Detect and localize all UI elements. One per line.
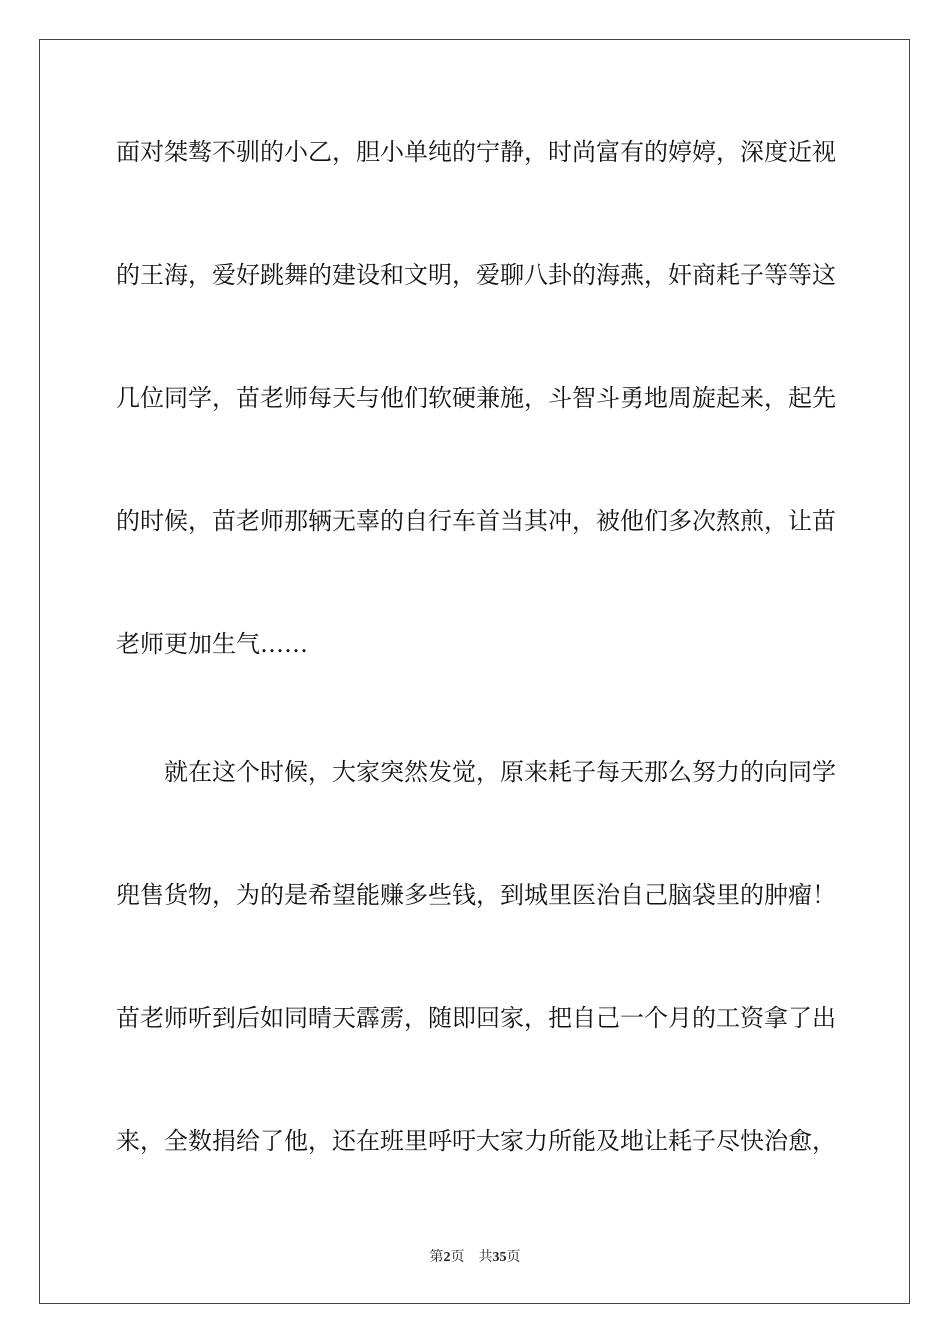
- footer-page-prefix: 第: [429, 1249, 444, 1265]
- text-line-2: 的王海，爱好跳舞的建设和文明，爱聊八卦的海燕，奸商耗子等等这: [116, 261, 836, 289]
- text-line-1: 面对桀骜不驯的小乙，胆小单纯的宁静，时尚富有的婷婷，深度近视: [116, 138, 836, 166]
- footer-total-pages: 35: [492, 1250, 507, 1265]
- text-line-8: 苗老师听到后如同晴天霹雳，随即回家，把自己一个月的工资拿了出: [116, 1004, 836, 1032]
- page-footer: [0, 1248, 950, 1267]
- text-line-9: 来，全数捐给了他，还在班里呼吁大家力所能及地让耗子尽快治愈，: [116, 1127, 836, 1155]
- footer-page-suffix: 页: [450, 1249, 465, 1265]
- footer-page-number: 2: [443, 1250, 451, 1265]
- footer-total-suffix: 页: [506, 1249, 521, 1265]
- text-line-3: 几位同学，苗老师每天与他们软硬兼施，斗智斗勇地周旋起来，起先: [116, 384, 836, 412]
- footer-total-prefix: 共: [478, 1249, 493, 1265]
- text-line-6: 就在这个时候，大家突然发觉，原来耗子每天那么努力的向同学: [164, 758, 836, 786]
- text-line-7: 兜售货物，为的是希望能赚多些钱，到城里医治自己脑袋里的肿瘤！: [116, 881, 836, 909]
- page-border: [39, 39, 910, 1304]
- text-line-4: 的时候，苗老师那辆无辜的自行车首当其冲，被他们多次熬煎，让苗: [116, 507, 836, 535]
- text-line-5: 老师更加生气……: [116, 630, 308, 658]
